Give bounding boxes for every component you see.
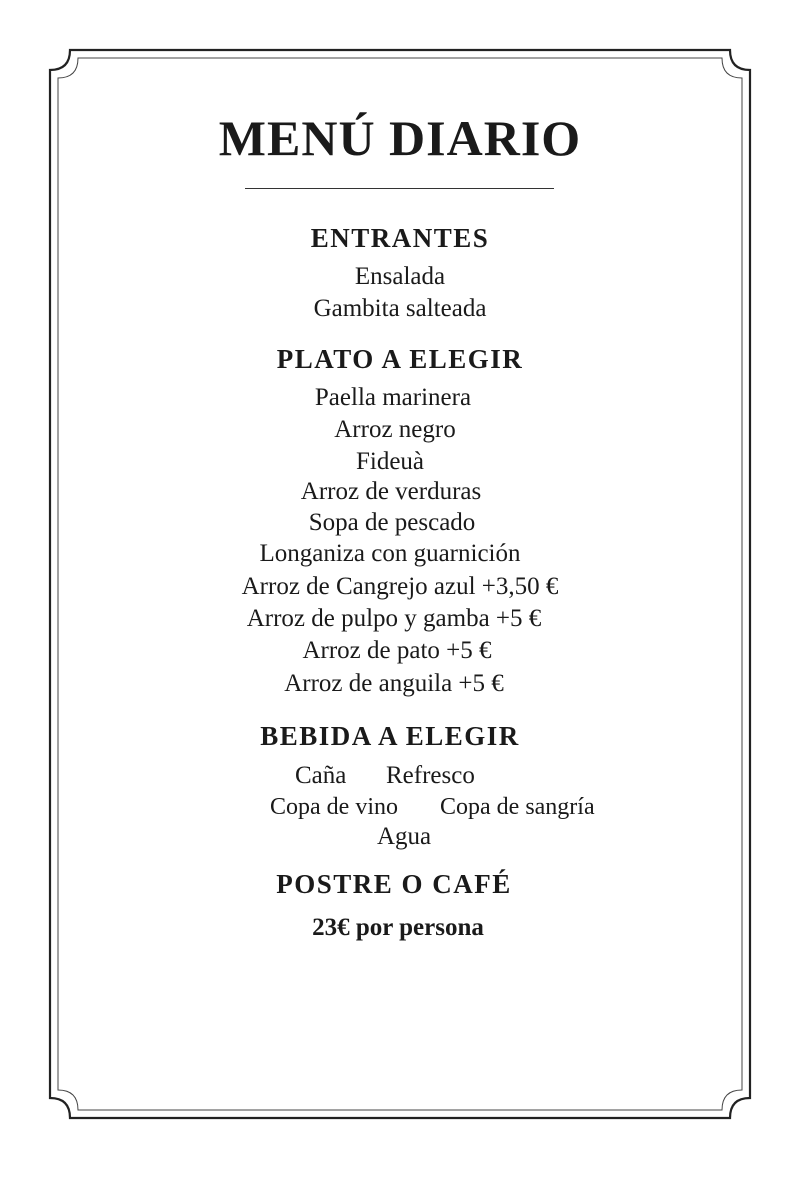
- title-divider: [245, 188, 554, 189]
- section-heading-bebida: BEBIDA A ELEGIR: [260, 721, 520, 751]
- menu-item: Paella marinera: [314, 384, 472, 411]
- section-heading-plato: PLATO A ELEGIR: [276, 344, 524, 374]
- menu-item: Gambita salteada: [313, 295, 487, 322]
- menu-item: Arroz de verduras: [300, 478, 482, 505]
- menu-item: Fideuà: [355, 448, 425, 475]
- section-heading-postre: POSTRE O CAFÉ: [276, 869, 512, 899]
- section-heading-entrantes: ENTRANTES: [310, 223, 490, 253]
- menu-item: Arroz de pulpo y gamba +5 €: [246, 605, 542, 632]
- menu-item: Arroz de pato +5 €: [302, 637, 492, 664]
- drink-item: Agua: [377, 823, 432, 850]
- drink-item: Refresco: [386, 762, 475, 789]
- drink-item: Caña: [295, 762, 347, 789]
- menu-item: Longaniza con guarnición: [259, 540, 521, 567]
- price-per-person: 23€ por persona: [312, 914, 484, 941]
- drink-item: Copa de vino: [270, 794, 398, 820]
- menu-item: Arroz de Cangrejo azul +3,50 €: [241, 573, 559, 600]
- menu-item: Ensalada: [354, 263, 446, 290]
- drink-item: Copa de sangría: [440, 794, 595, 820]
- menu-item: Sopa de pescado: [308, 509, 476, 536]
- menu-item: Arroz de anguila +5 €: [284, 670, 504, 697]
- menu-title: MENÚ DIARIO: [218, 110, 582, 166]
- menu-item: Arroz negro: [334, 416, 456, 443]
